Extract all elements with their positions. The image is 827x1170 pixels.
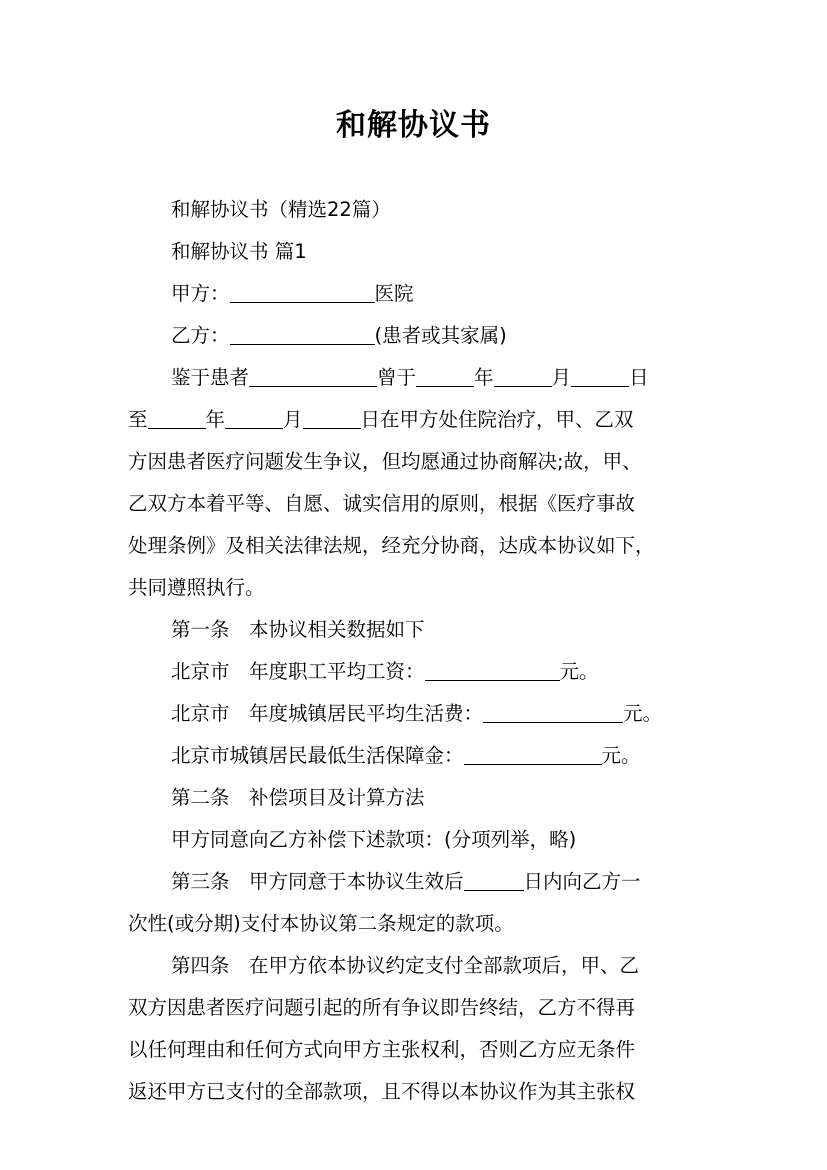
paragraph-line: 共同遵照执行。 (128, 576, 265, 599)
paragraph-line: 甲方同意向乙方补偿下述款项：(分项列举，略) (171, 828, 577, 851)
document-body (128, 189, 714, 1113)
blank-field (230, 283, 375, 304)
blank-field (464, 871, 524, 892)
paragraph-line: 双方因患者医疗问题引起的所有争议即告终结，乙方不得再 (128, 996, 636, 1019)
section-heading: 和解协议书 篇1 (171, 240, 307, 263)
blank-field (230, 325, 375, 346)
paragraph-line: 次性(或分期)支付本协议第二条规定的款项。 (128, 912, 514, 935)
blank-field (249, 367, 377, 388)
blank-field (494, 367, 552, 388)
blank-field (225, 409, 283, 430)
paragraph-line: 以任何理由和任何方式向甲方主张权利，否则乙方应无条件 (128, 1038, 636, 1061)
blank-field (425, 661, 560, 682)
paragraph-line: 第三条 甲方同意于本协议生效后 日内向乙方一 (171, 870, 641, 893)
paragraph-line: 乙双方本着平等、自愿、诚实信用的原则，根据《医疗事故 (128, 492, 636, 515)
article-heading: 第一条 本协议相关数据如下 (171, 618, 425, 641)
data-line: 北京市 年度城镇居民平均生活费： 元。 (171, 702, 663, 725)
paragraph-line: 鉴于患者 曾于 年 月 日 (171, 366, 649, 389)
blank-field (464, 745, 602, 766)
blank-field (416, 367, 474, 388)
paragraph-line: 返还甲方已支付的全部款项，且不得以本协议作为其主张权 (128, 1080, 636, 1103)
article-heading: 第二条 补偿项目及计算方法 (171, 786, 425, 809)
blank-field (483, 703, 623, 724)
subtitle-line: 和解协议书（精选22篇） (171, 198, 391, 221)
party-a-line: 甲方： 医院 (171, 282, 414, 305)
blank-field (148, 409, 206, 430)
paragraph-line: 至 年 月 日在甲方处住院治疗，甲、乙双 (128, 408, 634, 431)
blank-field (571, 367, 629, 388)
document-title: 和解协议书 (336, 108, 491, 143)
paragraph-line: 第四条 在甲方依本协议约定支付全部款项后，甲、乙 (171, 954, 640, 977)
data-line: 北京市城镇居民最低生活保障金： 元。 (171, 744, 641, 767)
party-b-line: 乙方： (患者或其家属) (171, 324, 507, 347)
data-line: 北京市 年度职工平均工资： 元。 (171, 660, 599, 683)
paragraph-line: 方因患者医疗问题发生争议，但均愿通过协商解决;故，甲、 (128, 450, 642, 473)
paragraph-line: 处理条例》及相关法律法规，经充分协商，达成本协议如下， (128, 534, 655, 557)
blank-field (303, 409, 361, 430)
